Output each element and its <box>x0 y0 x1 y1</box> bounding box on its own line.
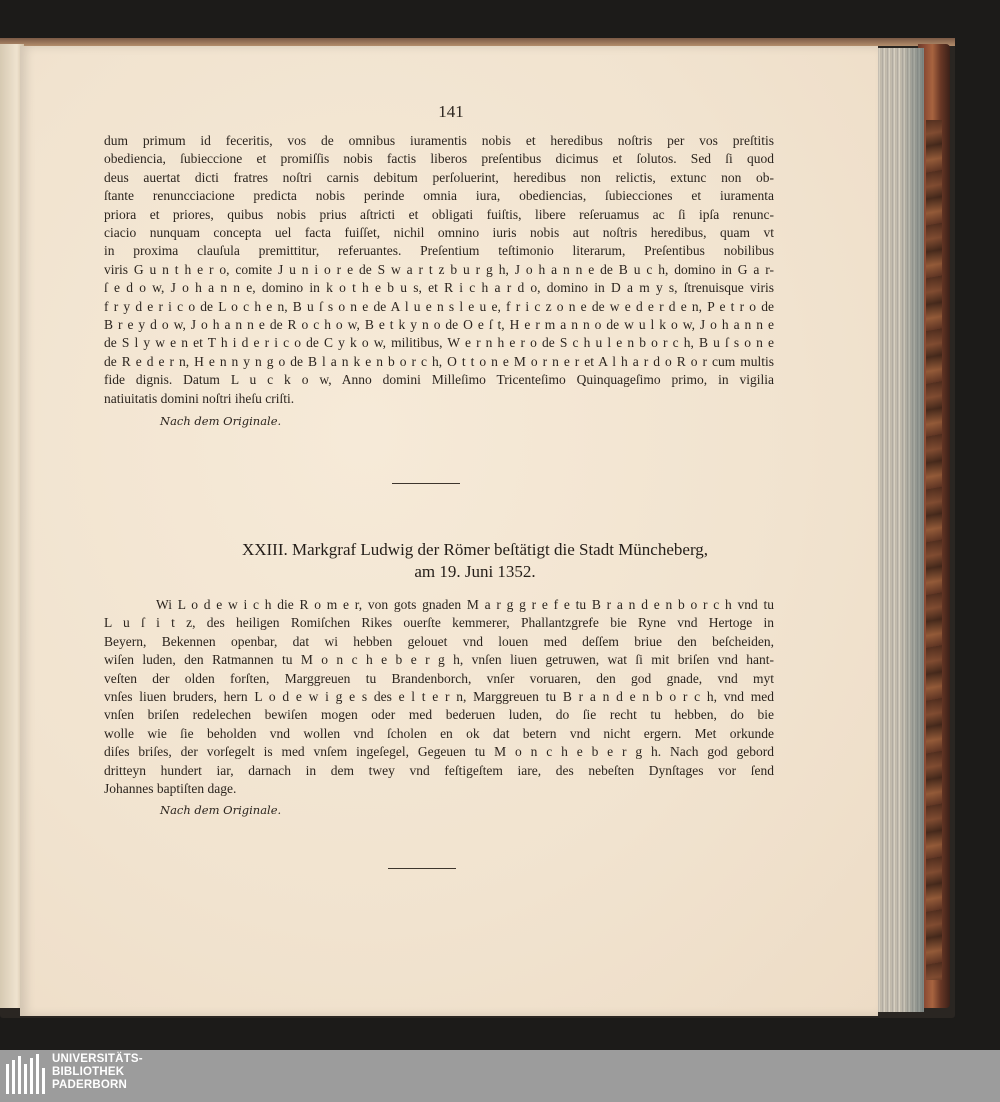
text-line: dritteyn hundert iar, darnach in dem twey vnd feſtigeſtem iare, des nebeſten Dynſtages vor ſend <box>104 762 774 778</box>
document-heading <box>120 539 830 583</box>
text-line: de R e d e r n, H e n n y n g o de B l a n k e n b o r c h, O t t o n e M o r n e r et A l h a r d o R o r cum multis <box>104 353 774 369</box>
text-line: natiuitatis domini noſtri iheſu criſti. <box>104 390 295 406</box>
book-top-edge <box>0 38 955 46</box>
text-line: veſten der olden forſten, Marggreuen tu Brandenborch, vnſer voruaren, den god gnade, vnd myt <box>104 670 774 686</box>
section-divider-2 <box>388 868 456 869</box>
text-line: obediencia, ſubieccione et promiſſis nobis factis liberos preſentibus dicimus et ſolutos. Sed ſi quod <box>104 151 774 167</box>
logo-line-2: BIBLIOTHEK <box>52 1066 125 1078</box>
page-block-shade <box>900 48 924 1012</box>
text-line: Beyern, Bekennen openbar, dat wi hebben gelouet vnd louen med deſſem briue den beſcheiden, <box>104 633 774 649</box>
text-line: ciacio nunquam concepta uel facta fuiſſet, nichil omnino iuris nobis aut noſtris heredibus, quam vt <box>104 225 774 241</box>
text-line: ſ e d o w, J o h a n n e, domino in k o t h e b u s, et R i c h a r d o, domino in D a m y s, ſtrenuisque viris <box>104 280 774 296</box>
logo-line-1: UNIVERSITÄTS- <box>52 1053 143 1065</box>
logo-line-3: PADERBORN <box>52 1079 128 1091</box>
charter-text-paragraph <box>104 132 774 408</box>
section-divider <box>392 483 460 484</box>
text-line: ſtante renuncciacione predicta nobis perinde omnia iura, obediencias, ſubiecciones et iuramenta <box>104 188 774 204</box>
text-line: Wi L o d e w i c h die R o m e r, von gots gnaden M a r g g r e f e tu B r a n d e n b o r c h vnd tu <box>156 597 774 612</box>
source-note-2: Nach dem Originale. <box>160 803 282 817</box>
text-line: diſes briſes, der vorſegelt is med vnſem ingeſegel, Gegeuen tu M o n c h e b e r g h. Nach god gebord <box>104 744 774 760</box>
text-line: wolle wie ſie beholden vnd wollen vnd ſcholen en ok dat betern vnd nicht ergern. Met orkunde <box>104 725 774 741</box>
text-line: vnſes liuen bruders, hern L o d e w i g e s des e l t e r n, Marggreuen tu B r a n d e n b o r c h, vnd med <box>104 689 774 705</box>
text-line: vnſen briſen redelechen bewiſen mogen oder med bederuen luden, do ſie recht tu hebben, do bie <box>104 707 774 723</box>
text-line: Johannes baptiſten dage. <box>104 781 237 797</box>
source-note: Nach dem Originale. <box>160 414 282 428</box>
text-line: fide dignis. Datum L u c k o w, Anno domini Milleſimo Tricenteſimo Quinquageſimo primo, in vigilia <box>104 372 774 388</box>
text-line: dum primum id feceritis, vos de omnibus iuramentis nobis et heredibus noſtris per vos preſtitis <box>104 133 774 148</box>
library-footer-bar <box>0 1050 1000 1102</box>
heading-date: am 19. Juni 1352. <box>414 562 536 581</box>
page-number: 141 <box>438 102 464 121</box>
library-logo-text <box>52 1053 143 1092</box>
text-line: deus auertat dicti fratres noſtri carnis debitum perſoluerint, heredibus non relictis, extunc non ob- <box>104 169 774 185</box>
text-line: in proxima clauſula premittitur, referuantes. Preſentium teſtimonio literarum, Preſentibus nobilibus <box>104 243 774 259</box>
text-line: de S l y w e n et T h i d e r i c o de C y k o w, militibus, W e r n h e r o de S c h u l e n b o r c h, B u ſ s o n e <box>104 335 774 351</box>
text-line: B r e y d o w, J o h a n n e de R o c h o w, B e t k y n o de O e ſ t, H e r m a n n o de w u l k o w, J o h a n n e <box>104 317 774 333</box>
text-line: f r y d e r i c o de L o c h e n, B u ſ s o n e de A l u e n s l e u e, f r i c z o n e de w e d e r d e n, P e t r o de <box>104 298 774 314</box>
charter-text-paragraph-2 <box>104 596 774 798</box>
library-logo-icon <box>4 1052 46 1098</box>
text-line: L u ſ i t z, des heiligen Romiſchen Rikes ouerſte kemmerer, Phallantzgrefe bie Ryne vnd Hertoge in <box>104 615 774 631</box>
marbled-cover-edge <box>926 120 942 980</box>
book-page <box>20 46 878 1016</box>
heading-title: XXIII. Markgraf Ludwig der Römer beſtätigt die Stadt Müncheberg, <box>241 540 709 559</box>
text-line: wiſen luden, den Ratmannen tu M o n c h e b e r g h, vnſen liuen getruwen, wat ſi mit briſen vnd hant- <box>104 652 774 668</box>
text-line: viris G u n t h e r o, comite J u n i o r e de S w a r t z b u r g h, J o h a n n e de B u c h, domino in G a r- <box>104 261 774 277</box>
text-line: priora et priores, quibus nobis prius aſtricti et obligati fuiſtis, libere reſeruamus ac ſi ipſa renunc- <box>104 206 774 222</box>
